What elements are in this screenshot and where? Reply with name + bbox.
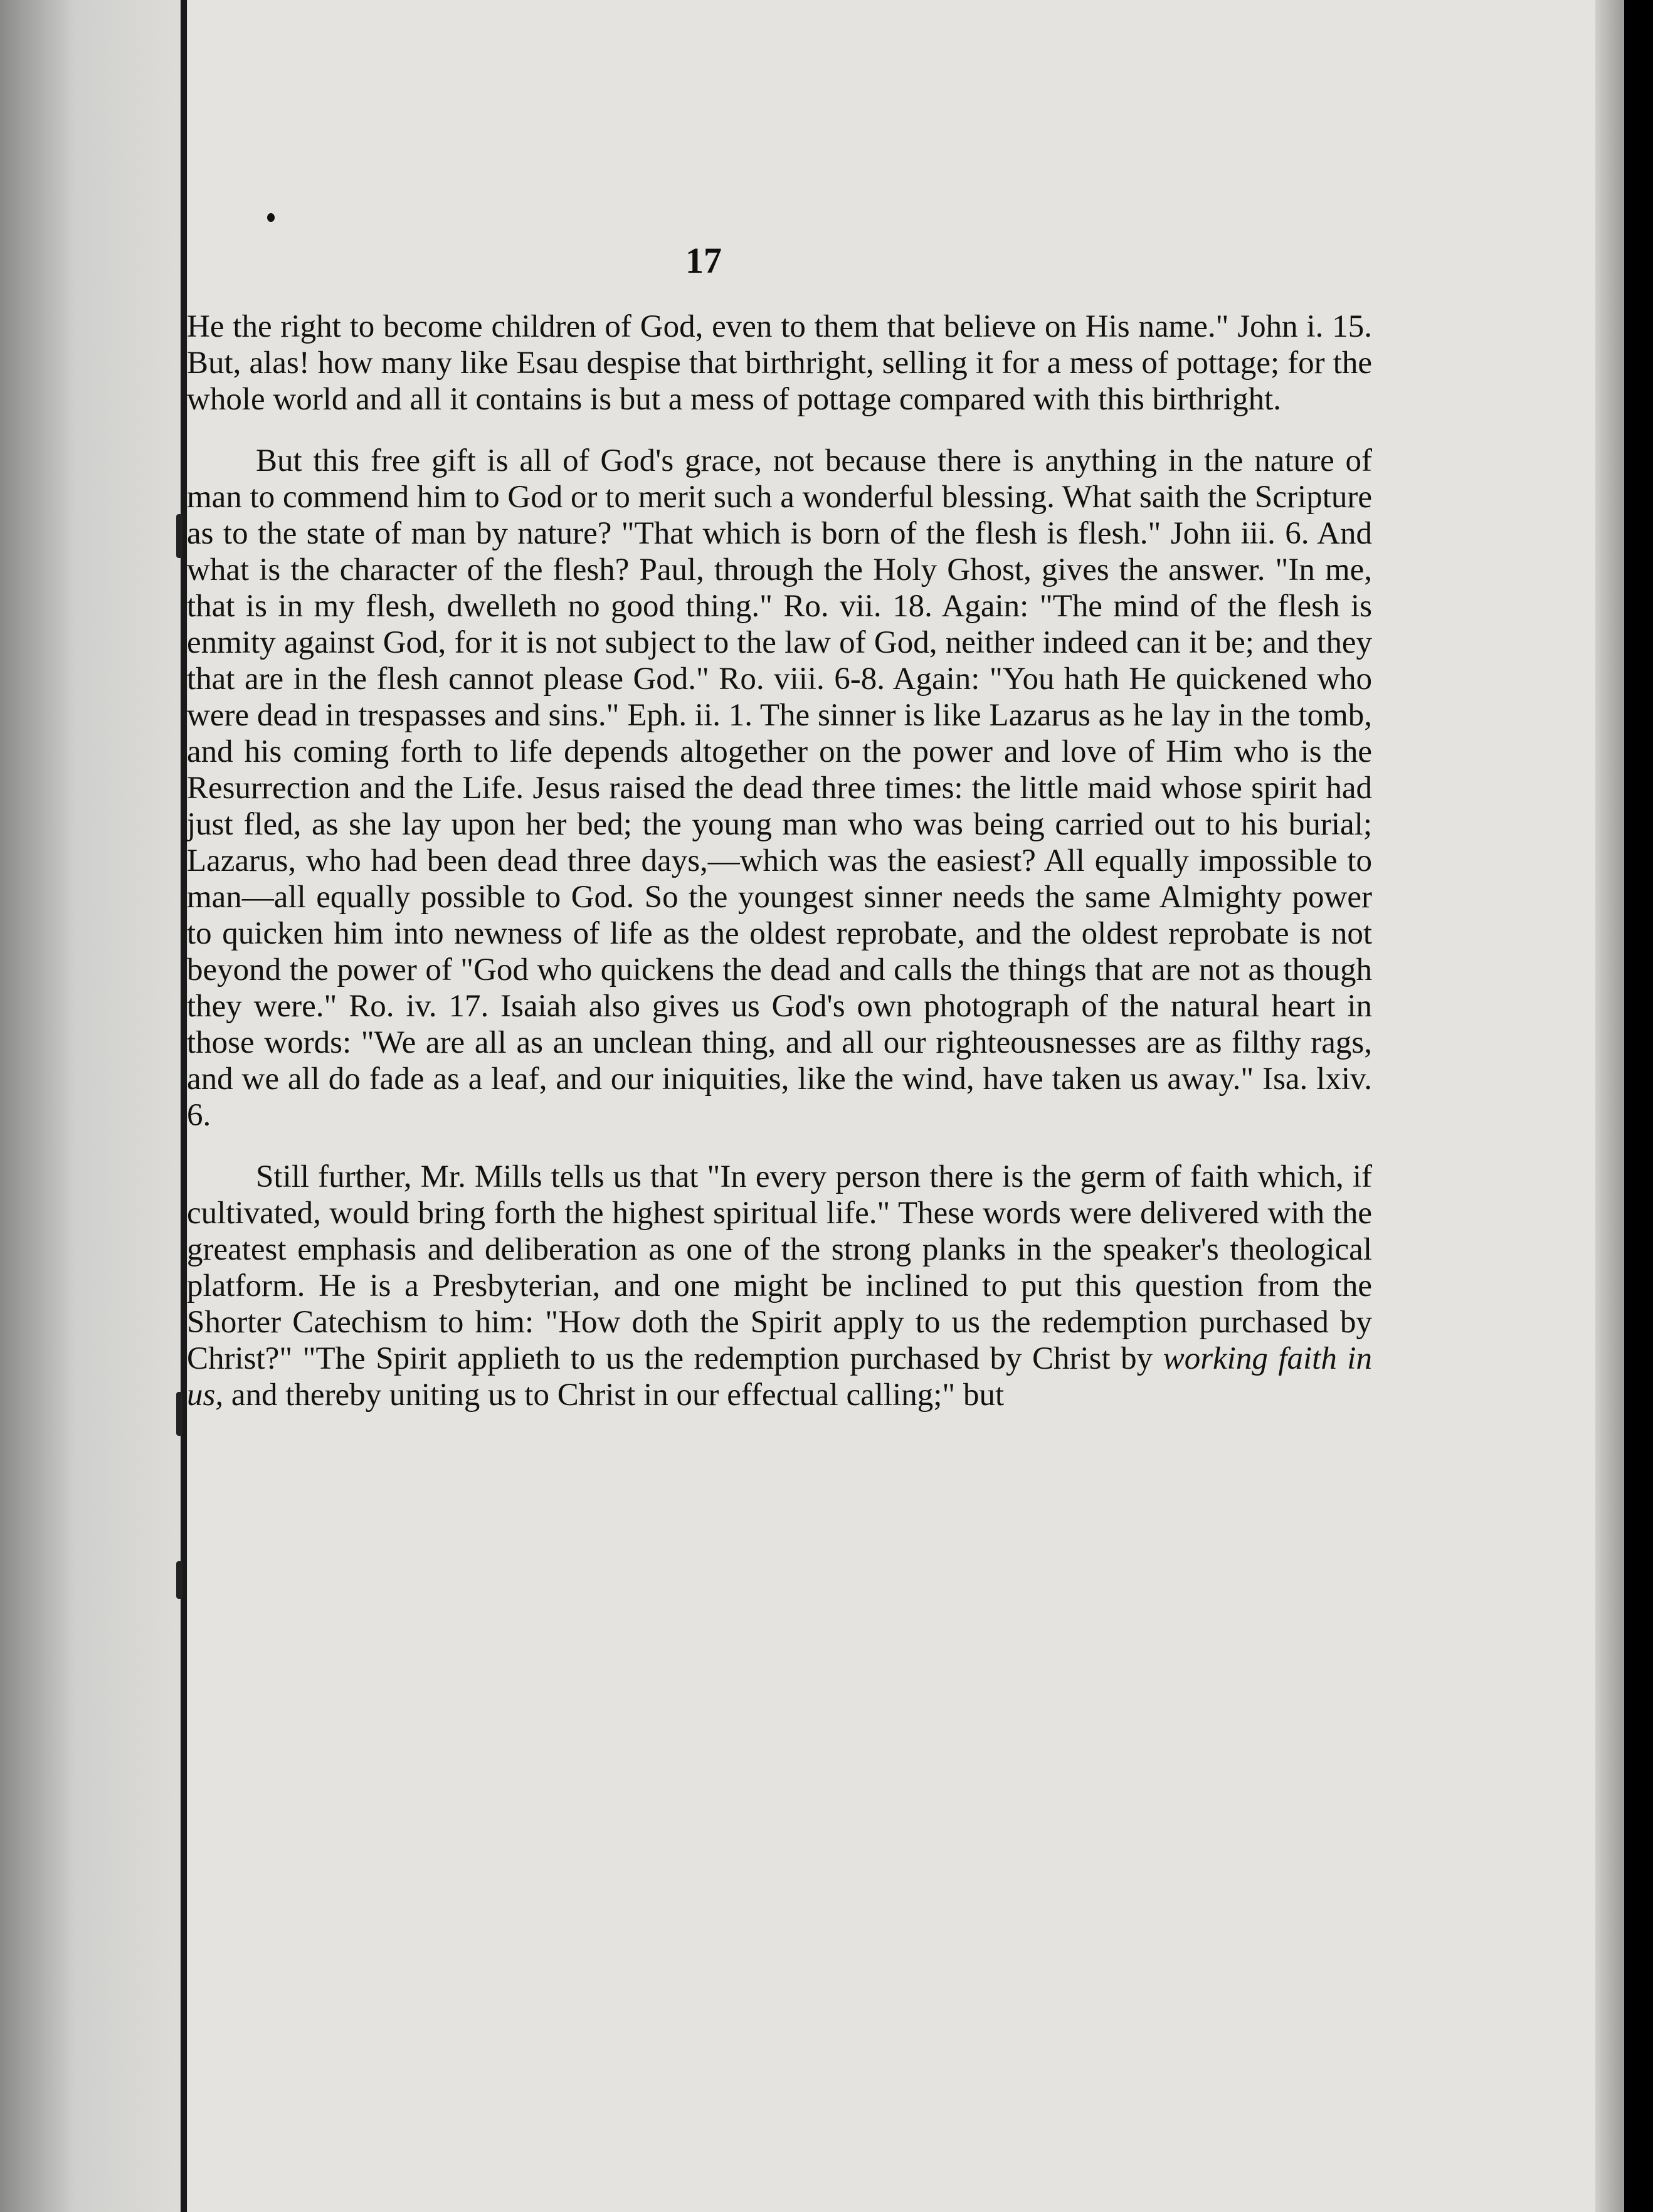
paragraph-3-text-end: and thereby uniting us to Christ in our effectual calling;" but xyxy=(223,1377,1005,1413)
previous-page-edge xyxy=(0,0,188,2212)
page-gutter-shadow xyxy=(181,0,187,2212)
binding-mark xyxy=(176,1392,182,1436)
binding-mark xyxy=(176,514,182,558)
body-text xyxy=(187,308,1372,1413)
page-right-edge xyxy=(1595,0,1624,2212)
page-number: 17 xyxy=(685,240,722,281)
paragraph-2: But this free gift is all of God's grace, not because there is anything in the nature of man to commend him to God or to merit such a wonderful blessing. What saith the Scripture as to the state of man by nature? "That which is born of the flesh is flesh." John iii. 6. And what is the character of the flesh? Paul, through the Holy Ghost, gives the answer. "In me, that is in my flesh, dwelleth no good thing." Ro. vii. 18. Again: "The mind of the flesh is enmity against God, for it is not subject to the law of God, neither indeed can it be; and they that are in the flesh cannot please God." Ro. viii. 6-8. Again: "You hath He quickened who were dead in trespasses and sins." Eph. ii. 1. The sinner is like Lazarus as he lay in the tomb, and his coming forth to life depends altogether on the power and love of Him who is the Resurrection and the Life. Jesus raised the dead three times: the little maid whose spirit had just fled, as she lay upon her bed; the young man who was being carried out to his burial; Lazarus, who had been dead three days,—which was the easiest? All equally impossible to man—all equally possible to God. So the youngest sinner needs the same Almighty power to quicken him into newness of life as the oldest reprobate, and the oldest reprobate is not beyond the power of "God who quickens the dead and calls the things that are not as though they were." Ro. iv. 17. Isaiah also gives us God's own photograph of the natural heart in those words: "We are all as an unclean thing, and all our righteousnesses are as filthy rags, and we all do fade as a leaf, and our iniquities, like the wind, have taken us away." Isa. lxiv. 6. xyxy=(187,443,1372,1133)
binding-mark xyxy=(176,1561,182,1599)
paragraph-1: He the right to become children of God, even to them that believe on His name." John i. 15. But, alas! how many like Esau despise that birthright, selling it for a mess of pottage; for the whole world and all it contains is but a mess of pottage compared with this birthright. xyxy=(187,309,1372,417)
ink-speck xyxy=(267,213,275,222)
paragraph-3-italic-emphasis: working faith in us, xyxy=(187,1341,1372,1413)
paragraph-3-text-start: Still further, Mr. Mills tells us that "In every person there is the germ of faith which, if cultivated, would bring forth the highest spiritual life." These words were delivered with the greatest emphasis and deliberation as one of the strong planks in the speaker's theological platform. He is a Presbyterian, and one might be inclined to put this question from the Shorter Catechism to him: "How doth the Spirit apply to us the redemption purchased by Christ?" "The Spirit applieth to us the redemption purchased by Christ by xyxy=(187,1159,1372,1376)
paragraph-3 xyxy=(187,1159,1372,1413)
